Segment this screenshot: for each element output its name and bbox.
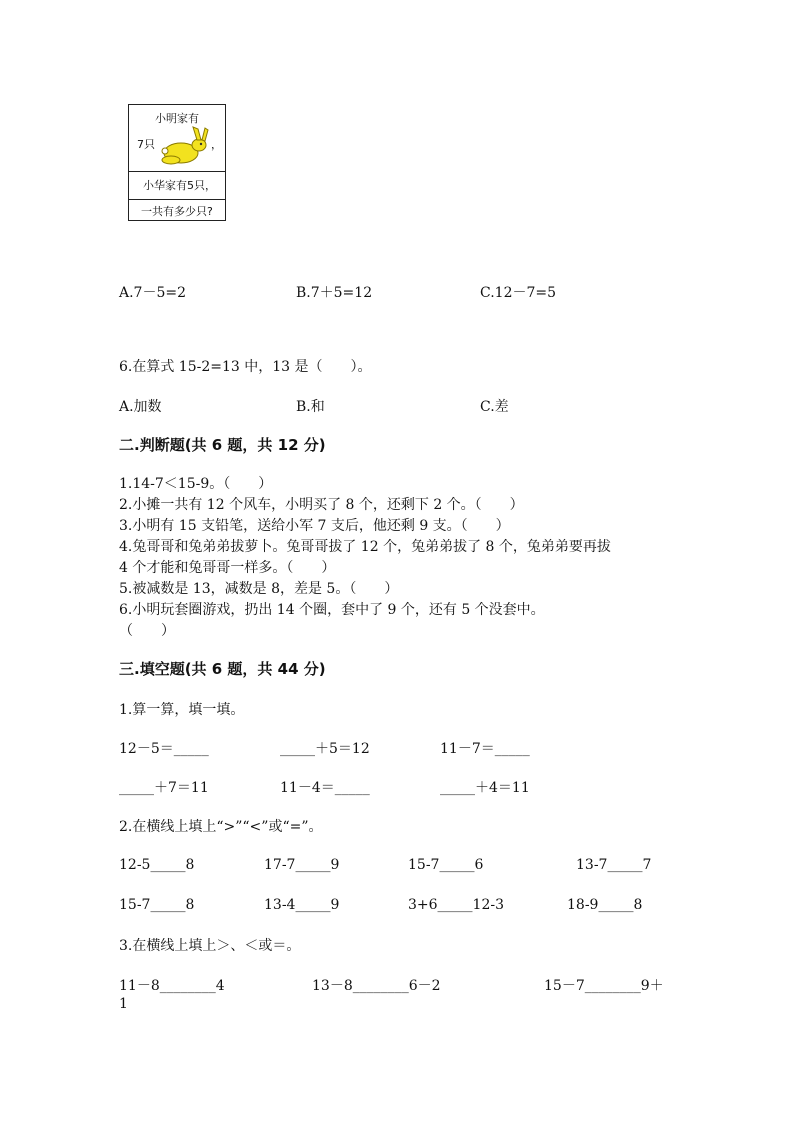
fill-q1-item: _____＋4＝11 — [440, 780, 530, 796]
fill-q3-wrap: 1 — [119, 996, 128, 1012]
fill-q2-item: 18-9_____8 — [567, 897, 643, 913]
judge-item-5: 5.被减数是 13，减数是 8，差是 5。（ ） — [119, 581, 399, 597]
q5-option-b: B.7＋5=12 — [296, 285, 373, 301]
fill-q1-item: 11－4＝_____ — [280, 780, 370, 796]
q6-option-b: B.和 — [296, 399, 325, 415]
q5-option-a: A.7－5=2 — [119, 285, 187, 301]
fill-q2-item: 13-7_____7 — [576, 857, 652, 873]
figure-line-1: 小明家有 — [155, 112, 199, 125]
q6-stem: 6.在算式 15-2=13 中，13 是（ ）。 — [119, 359, 372, 375]
judge-item-4-cont: 4 个才能和兔哥哥一样多。（ ） — [119, 560, 336, 576]
judge-item-6: 6.小明玩套圈游戏，扔出 14 个圈，套中了 9 个，还有 5 个没套中。 — [119, 602, 545, 618]
q5-option-c: C.12－7=5 — [480, 285, 557, 301]
fill-q2-item: 12-5_____8 — [119, 857, 195, 873]
fill-q2-stem: 2.在横线上填上“>”“<”或“=”。 — [119, 819, 323, 835]
figure-row-1 — [129, 105, 225, 172]
fill-q1-item: 11－7＝_____ — [440, 741, 530, 757]
q6-option-c: C.差 — [480, 399, 509, 415]
fill-q1-item: _____＋7＝11 — [119, 780, 209, 796]
judge-item-1: 1.14-7＜15-9。（ ） — [119, 476, 273, 492]
fill-q1-item: _____＋5＝12 — [280, 741, 370, 757]
judge-item-2: 2.小摊一共有 12 个风车，小明买了 8 个，还剩下 2 个。（ ） — [119, 497, 524, 513]
fill-q2-item: 13-4_____9 — [264, 897, 340, 913]
rabbit-icon — [159, 125, 215, 167]
fill-q1-item: 12－5＝_____ — [119, 741, 209, 757]
fill-q2-item: 15-7_____8 — [119, 897, 195, 913]
fill-q3-item: 15－7________9＋ — [544, 978, 664, 994]
fill-q2-item: 17-7_____9 — [264, 857, 340, 873]
section-2-title: 二.判断题(共 6 题，共 12 分) — [119, 436, 326, 454]
fill-q2-item: 15-7_____6 — [408, 857, 484, 873]
judge-item-6-cont: （ ） — [119, 623, 175, 639]
figure-count-label: 7只 — [137, 138, 155, 151]
section-3-title: 三.填空题(共 6 题，共 44 分) — [119, 660, 326, 678]
figure-line-2: 小华家有5只， — [143, 179, 216, 192]
figure-line-3: 一共有多少只? — [141, 205, 213, 218]
fill-q3-stem: 3.在横线上填上＞、＜或＝。 — [119, 938, 301, 954]
judge-item-3: 3.小明有 15 支铅笔，送给小军 7 支后，他还剩 9 支。（ ） — [119, 518, 510, 534]
problem-figure-box — [128, 104, 226, 221]
figure-row-3 — [129, 199, 225, 221]
judge-item-4: 4.兔哥哥和兔弟弟拔萝卜。兔哥哥拔了 12 个，兔弟弟拔了 8 个，兔弟弟要再拔 — [119, 539, 611, 555]
fill-q3-item: 13－8________6－2 — [312, 978, 441, 994]
q6-option-a: A.加数 — [119, 399, 162, 415]
fill-q1-stem: 1.算一算，填一填。 — [119, 702, 245, 718]
fill-q2-item: 3+6_____12-3 — [408, 897, 504, 913]
figure-comma: ， — [211, 138, 222, 151]
fill-q3-item: 11－8________4 — [119, 978, 225, 994]
figure-row-2 — [129, 171, 225, 200]
